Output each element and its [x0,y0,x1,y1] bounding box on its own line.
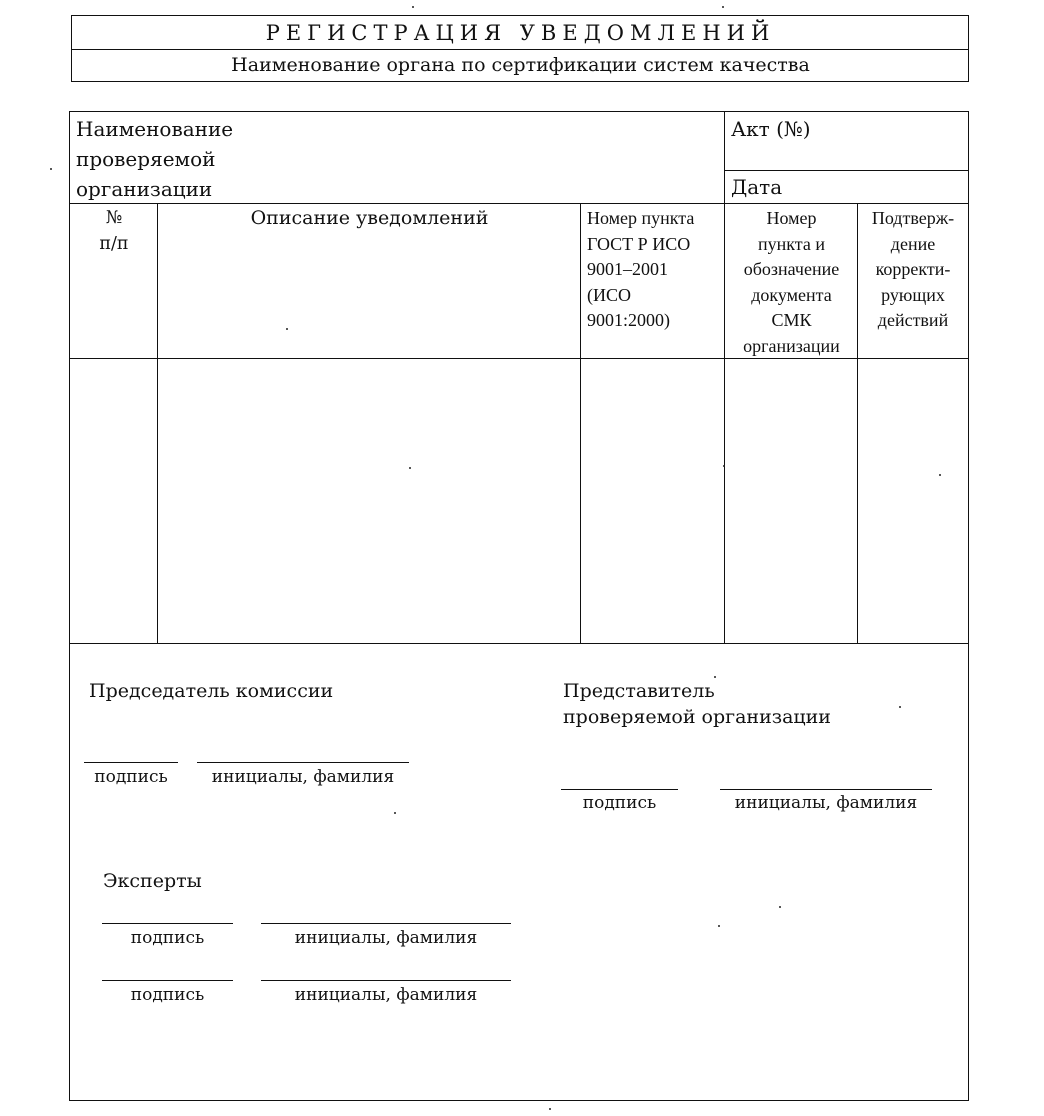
col-header-qms-line-6: организации [743,335,840,356]
chairman-name-caption: инициалы, фамилия [211,767,395,787]
expert-1-name-caption: инициалы, фамилия [294,928,478,948]
act-number-label: Акт (№) [731,117,811,141]
entry-cell-number[interactable] [71,360,157,643]
form-subtitle: Наименование органа по сертификации систем качества [231,54,810,76]
col-header-number-line-2: п/п [99,233,129,254]
table-bottom [69,643,969,644]
representative-signature-caption: подпись [582,793,657,813]
experts-label: Эксперты [103,870,202,892]
col-header-qms-line-4: документа [751,284,832,305]
scan-speck [723,465,725,467]
form-title: РЕГИСТРАЦИЯ УВЕДОМЛЕНИЙ [265,21,776,45]
entry-cell-corrective-action[interactable] [859,360,967,643]
representative-label-line-1: Представитель [563,680,715,702]
col-header-qms-line-1: Номер [766,208,817,228]
col-header-qms-line-5: СМК [771,310,812,330]
expert-2-name-line[interactable] [261,980,511,981]
scan-speck [394,812,396,814]
col-header-corrective-line-1: Подтверж- [871,208,955,228]
col-header-corrective-line-5: действий [877,310,949,330]
col-header-qms-document [726,206,857,359]
expert-1-name-line[interactable] [261,923,511,924]
scan-speck [718,925,720,927]
scan-speck [549,1108,551,1110]
representative-signature-line[interactable] [561,789,678,790]
entry-cell-gost-clause[interactable] [582,360,724,643]
org-act-divider [724,111,725,643]
org-name-line-3: организации [76,177,213,201]
representative-name-line[interactable] [720,789,932,790]
representative-name-caption: инициалы, фамилия [734,793,918,813]
col-divider-4 [857,203,858,643]
expert-2-signature-line[interactable] [102,980,233,981]
org-name-line-1: Наименование [76,117,234,141]
col-header-gost-clause [587,206,723,334]
chairman-label: Председатель комиссии [89,680,334,702]
col-header-corrective-line-3: корректи- [875,259,951,279]
scan-speck [409,467,411,469]
expert-1-signature-line[interactable] [102,923,233,924]
entry-cell-qms-document[interactable] [726,360,857,643]
col-header-gost-line-2: ГОСТ Р ИСО [587,233,691,254]
scan-speck [714,676,716,678]
chairman-signature-line[interactable] [84,762,178,763]
entry-cell-description[interactable] [159,360,580,643]
col-header-corrective-line-2: дение [890,233,936,254]
act-date-divider [724,170,969,171]
scan-speck [286,328,288,330]
col-header-gost-line-3: 9001–2001 [587,259,668,279]
scan-speck [412,6,414,8]
scan-speck [50,168,52,170]
col-header-description-line-1: Описание уведомлений [250,207,489,229]
scan-speck [722,6,724,8]
col-header-gost-line-4: (ИСО [587,284,631,305]
scan-speck [779,906,781,908]
col-header-description [159,206,580,232]
col-header-gost-line-1: Номер пункта [587,208,695,228]
chairman-name-line[interactable] [197,762,409,763]
scan-speck [939,474,941,476]
col-header-corrective-line-4: рующих [881,284,945,305]
representative-label [563,678,831,730]
col-divider-1 [157,203,158,643]
expert-2-signature-caption: подпись [130,985,205,1005]
representative-label-line-2: проверяемой организации [563,706,831,728]
org-name-label [76,114,233,204]
scan-speck [899,706,901,708]
col-header-corrective-action [859,206,967,334]
col-header-qms-line-2: пункта и [758,233,825,254]
chairman-signature-caption: подпись [94,767,168,787]
col-divider-2 [580,203,581,643]
col-header-gost-line-5: 9001:2000) [587,310,670,330]
col-header-number-line-1: № [105,208,123,228]
expert-2-name-caption: инициалы, фамилия [294,985,478,1005]
org-name-line-2: проверяемой [76,147,216,171]
col-header-qms-line-3: обозначение [743,259,840,279]
date-label: Дата [731,175,783,199]
expert-1-signature-caption: подпись [130,928,205,948]
col-header-number [71,206,157,257]
